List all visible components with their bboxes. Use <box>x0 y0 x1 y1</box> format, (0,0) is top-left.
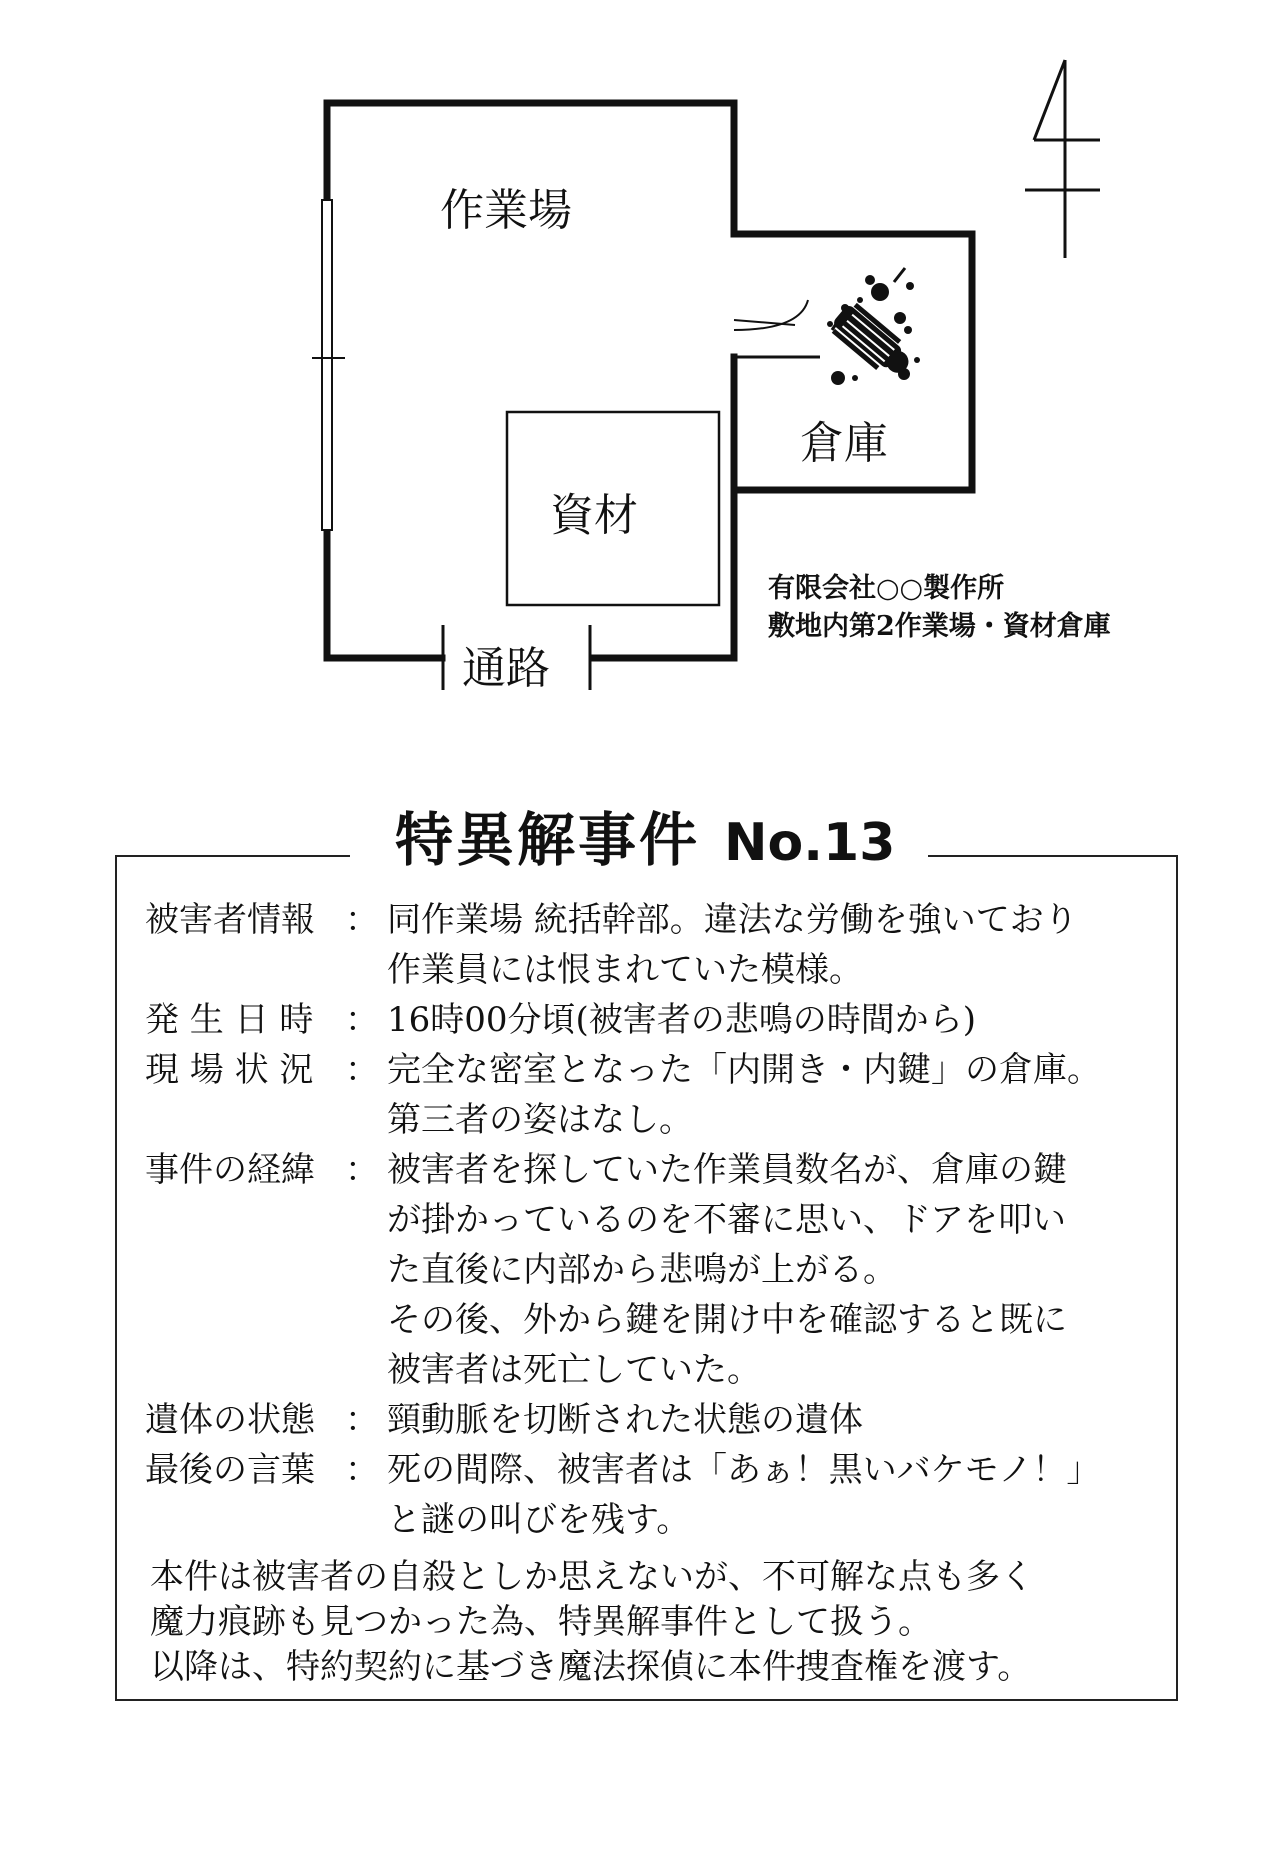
detail-label: 現 場 状 況 <box>145 1050 314 1090</box>
caption-line-1: 有限会社○○製作所 <box>768 573 1005 604</box>
detail-label: 最後の言葉 <box>145 1450 315 1490</box>
detail-label: 被害者情報 <box>145 900 315 940</box>
case-conclusion <box>150 1555 1034 1690</box>
detail-colon: ： <box>345 1400 379 1440</box>
detail-colon: ： <box>345 1050 379 1090</box>
detail-label: 遺体の状態 <box>145 1400 315 1440</box>
detail-value: 被害者を探していた作業員数名が、倉庫の鍵 が掛かっているのを不審に思い、ドアを叩い た直後に内部から悲鳴が上がる。 その後、外から鍵を開け中を確認すると既に 被害者は死亡していた。 <box>387 1150 1067 1390</box>
door-swing-arc <box>734 300 808 330</box>
detail-colon: ： <box>345 900 379 940</box>
detail-colon: ： <box>345 1000 379 1040</box>
detail-row <box>145 1395 1167 1445</box>
detail-value: 頸動脈を切断された状態の遺体 <box>387 1400 863 1440</box>
case-title-text: 特異解事件 <box>395 806 701 874</box>
site-caption <box>768 570 1111 646</box>
detail-row <box>145 895 1167 995</box>
detail-value: 完全な密室となった「内開き・内鍵」の倉庫。 第三者の姿はなし。 <box>387 1050 1101 1140</box>
case-number: No.13 <box>724 813 896 873</box>
north-arrow-icon <box>1025 60 1100 258</box>
victim-figure-icon <box>827 268 920 385</box>
room-label-materials: 資材 <box>550 490 638 541</box>
room-label-workshop: 作業場 <box>440 185 572 236</box>
case-title-wrap <box>0 800 1280 880</box>
room-label-passage: 通路 <box>462 643 550 694</box>
caption-line-2: 敷地内第2作業場・資材倉庫 <box>768 611 1111 642</box>
room-label-storage: 倉庫 <box>800 418 888 469</box>
conclusion-line: 本件は被害者の自殺としか思えないが、不可解な点も多く <box>150 1557 1034 1597</box>
detail-row <box>145 1045 1167 1145</box>
conclusion-line: 以降は、特約契約に基づき魔法探偵に本件捜査権を渡す。 <box>150 1647 1032 1687</box>
detail-colon: ： <box>345 1150 379 1190</box>
window <box>322 200 332 530</box>
case-details-list <box>145 895 1167 1545</box>
detail-row <box>145 1145 1167 1395</box>
detail-value: 16時00分頃(被害者の悲鳴の時間から) <box>387 1000 977 1040</box>
conclusion-line: 魔力痕跡も見つかった為、特異解事件として扱う。 <box>150 1602 932 1642</box>
detail-label: 発 生 日 時 <box>145 1000 314 1040</box>
detail-row <box>145 1445 1167 1545</box>
detail-value: 同作業場 統括幹部。違法な労働を強いており 作業員には恨まれていた模様。 <box>387 900 1078 990</box>
detail-row <box>145 995 1167 1045</box>
detail-colon: ： <box>345 1450 379 1490</box>
case-title <box>395 800 895 883</box>
detail-value: 死の間際、被害者は「あぁ！黒いバケモノ！」 と謎の叫びを残す。 <box>387 1450 1101 1540</box>
detail-label: 事件の経緯 <box>145 1150 315 1190</box>
